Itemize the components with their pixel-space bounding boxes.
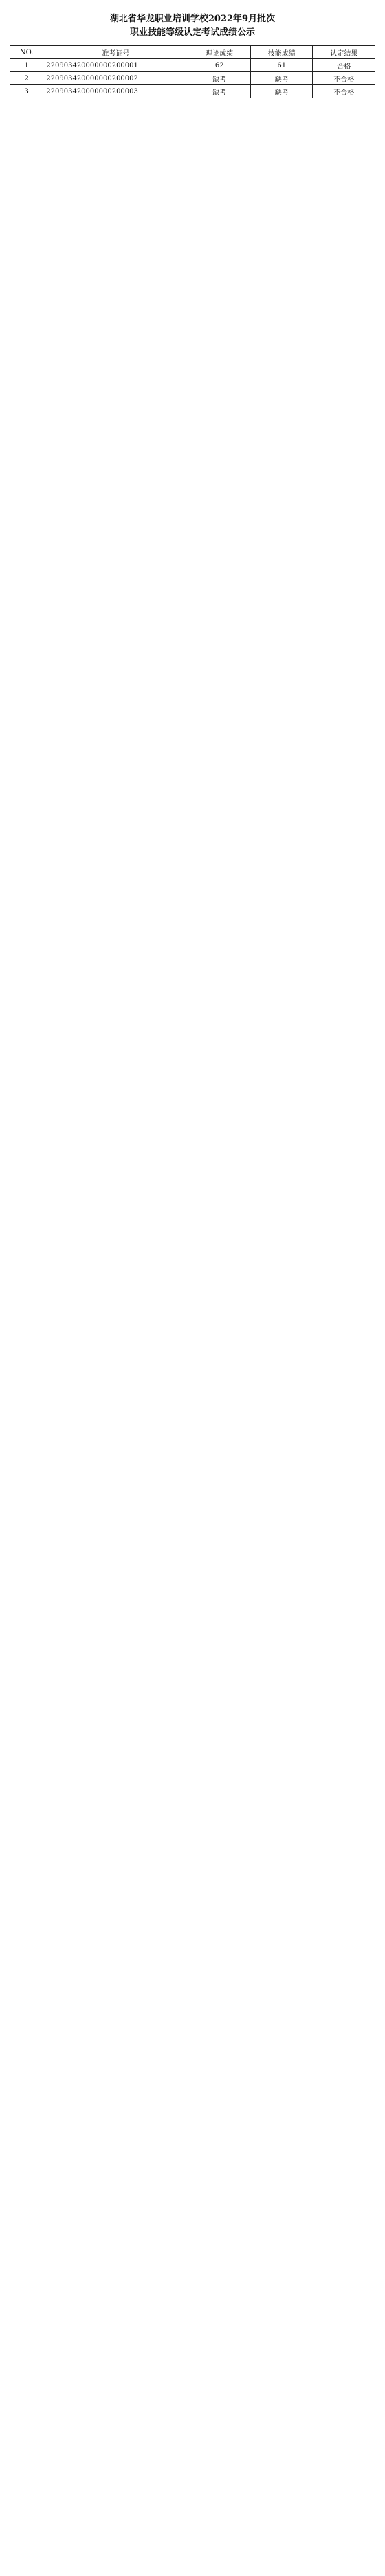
row-exam-id: 220903420000000200003 [43,85,188,98]
row-theory: 缺考 [188,72,251,85]
row-theory: 62 [188,59,251,72]
row-theory: 缺考 [188,85,251,98]
row-result: 合格 [313,59,375,72]
table-row [10,59,375,72]
row-no: 3 [10,85,43,98]
row-exam-id: 220903420000000200002 [43,72,188,85]
table-body [10,59,375,98]
table-row [10,85,375,98]
col-skill: 技能成绩 [250,46,313,59]
col-theory: 理论成绩 [188,46,251,59]
page-subtitle: 职业技能等级认定考试成绩公示 [129,27,255,38]
table-header-row [10,46,375,59]
row-no: 1 [10,59,43,72]
col-result: 认定结果 [313,46,375,59]
results-table [10,45,375,98]
table-row [10,72,375,85]
col-no: NO. [10,46,43,59]
row-skill: 缺考 [250,72,313,85]
row-exam-id: 220903420000000200001 [43,59,188,72]
row-no: 2 [10,72,43,85]
col-exam-id: 准考证号 [43,46,188,59]
row-result: 不合格 [313,72,375,85]
row-result: 不合格 [313,85,375,98]
page-title: 湖北省华龙职业培训学校2022年9月批次 [109,14,276,24]
row-skill: 缺考 [250,85,313,98]
row-skill: 61 [250,59,313,72]
